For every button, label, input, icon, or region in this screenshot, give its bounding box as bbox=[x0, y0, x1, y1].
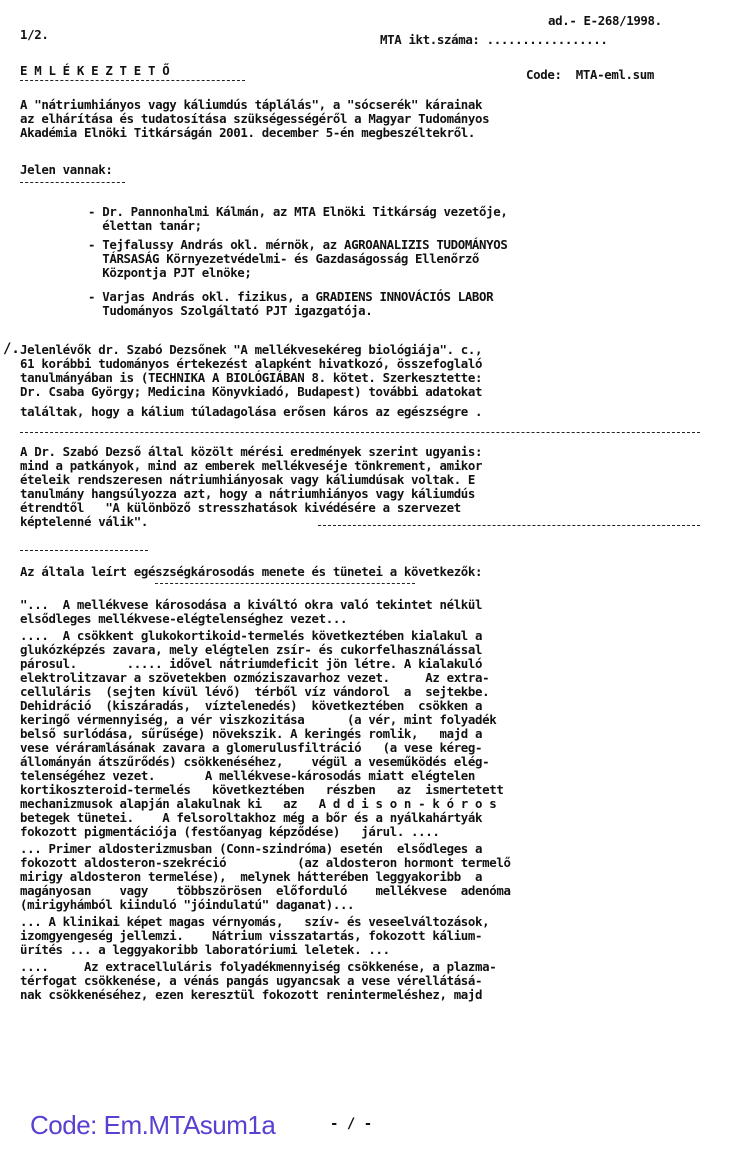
margin-mark: /. bbox=[3, 341, 20, 357]
body-line: .... A csökkent glukokortikoid-termelés következtében kialakul a bbox=[20, 628, 483, 643]
body-line: izomgyengeség jellemzi. Nátrium visszatartás, fokozott kálium- bbox=[20, 928, 483, 943]
body-line: magányosan vagy többszörösen előforduló mellékvese adenóma bbox=[20, 883, 511, 898]
document-title: E M L É K E Z T E T Ő bbox=[20, 63, 170, 78]
paragraph-line: étrendtől "A különböző stresszhatások kivédésére a szervezet bbox=[20, 500, 461, 515]
paragraph-line: találtak, hogy a kálium túladagolása erősen káros az egészségre . bbox=[20, 404, 483, 419]
paragraph-line: Dr. Csaba György; Medicina Könyvkiadó, Budapest) további adatokat bbox=[20, 384, 483, 399]
present-item: Tudományos Szolgáltató PJT igazgatója. bbox=[88, 303, 373, 318]
body-line: térfogat csökkenése, a vénás pangás ugyancsak a vese vérellátásá- bbox=[20, 973, 483, 988]
paragraph-line: Jelenlévők dr. Szabó Dezsőnek "A mellékvesekéreg biológiája". c., bbox=[20, 342, 483, 357]
body-line: állományán átszűrődés) csökkenéséhez, végül a veseműködés elég- bbox=[20, 754, 490, 769]
body-line: telenségéhez vezet. A mellékvese-károsodás miatt elégtelen bbox=[20, 768, 476, 783]
document-code: Code: MTA-eml.sum bbox=[526, 67, 654, 82]
handwritten-code: Code: Em.MTAsum1a bbox=[30, 1110, 276, 1140]
separator-rule bbox=[20, 550, 148, 551]
present-item: - Dr. Pannonhalmi Kálmán, az MTA Elnöki Titkárság vezetője, bbox=[88, 204, 508, 219]
separator-rule bbox=[318, 525, 700, 526]
registry-number: MTA ikt.száma: ................. bbox=[380, 32, 608, 47]
symptoms-heading: Az általa leírt egészségkárosodás menete és tünetei a következők: bbox=[20, 564, 483, 579]
present-item: - Varjas András okl. fizikus, a GRADIENS INNOVÁCIÓS LABOR bbox=[88, 289, 494, 304]
body-line: mirigy aldosteron termelése), melynek hátterében leggyakoribb a bbox=[20, 869, 483, 884]
body-line: párosul. ..... idővel nátriumdeficit jön létre. A kialakuló bbox=[20, 656, 483, 671]
body-line: belső surlódása, sűrűsége) növekszik. A keringés romlik, majd a bbox=[20, 726, 483, 741]
present-heading: Jelen vannak: bbox=[20, 162, 113, 177]
body-line: celluláris (sejten kívül lévő) térből víz vándorol a sejtekbe. bbox=[20, 684, 490, 699]
body-line: ürítés ... a leggyakoribb laboratóriumi leletek. ... bbox=[20, 942, 390, 957]
body-line: (mirigyhámból kiinduló "jóindulatú" daganat)... bbox=[20, 897, 355, 912]
paragraph-line: 61 korábbi tudományos értekezést alapként hivatkozó, összefoglaló bbox=[20, 356, 483, 371]
page-number: 1/2. bbox=[20, 27, 49, 42]
body-line: keringő vérmennyiség, a vér viszkozitása (a vér, mint folyadék bbox=[20, 712, 497, 727]
body-line: glukózképzés zavara, mely elégtelen zsír- és cukorfelhasználással bbox=[20, 642, 483, 657]
present-underline bbox=[20, 182, 125, 183]
body-line: fokozott pigmentációja (festőanyag képződése) járul. .... bbox=[20, 824, 440, 839]
present-item: - Tejfalussy András okl. mérnök, az AGROANALIZIS TUDOMÁNYOS bbox=[88, 237, 508, 252]
title-underline bbox=[20, 80, 245, 81]
symptoms-underline bbox=[155, 583, 415, 584]
body-line: mechanizmusok alapján alakulnak ki az A d d i s o n - k ó r o s bbox=[20, 796, 497, 811]
paragraph-line: tanulmány hangsúlyozza azt, hogy a nátriumhiányos vagy káliumdús bbox=[20, 486, 476, 501]
paragraph-line: ételeik rendszeresen nátriumhiányosak vagy káliumdúsak voltak. E bbox=[20, 472, 476, 487]
reference-number: ad.- E-268/1998. bbox=[548, 13, 662, 28]
body-line: ... A klinikai képet magas vérnyomás, szív- és veseelváltozások, bbox=[20, 914, 490, 929]
present-item: Központja PJT elnöke; bbox=[88, 265, 252, 280]
separator-rule bbox=[20, 432, 700, 433]
paragraph-line: tanulmányában is (TECHNIKA A BIOLÓGIÁBAN 8. kötet. Szerkesztette: bbox=[20, 370, 483, 385]
body-line: kortikoszteroid-termelés következtében részben az ismertetett bbox=[20, 782, 504, 797]
intro-line: Akadémia Elnöki Titkárságán 2001. december 5-én megbeszéltekről. bbox=[20, 125, 476, 140]
paragraph-line: képtelenné válik". bbox=[20, 514, 148, 529]
body-line: ... Primer aldosterizmusban (Conn-szindróma) esetén elsődleges a bbox=[20, 841, 483, 856]
intro-line: A "nátriumhiányos vagy káliumdús táplálás", a "sócserék" kárainak bbox=[20, 97, 483, 112]
body-line: betegek tünetei. A felsoroltakhoz még a bőr és a nyálkahártyák bbox=[20, 810, 483, 825]
body-line: vese véráramlásának zavara a glomerulusfiltráció (a vese kéreg- bbox=[20, 740, 483, 755]
body-line: fokozott aldosteron-szekréció (az aldosteron hormont termelő bbox=[20, 855, 511, 870]
footer-mark: - / - bbox=[330, 1116, 373, 1132]
body-line: .... Az extracelluláris folyadékmennyiség csökkenése, a plazma- bbox=[20, 959, 497, 974]
body-line: nak csökkenéséhez, ezen keresztül fokozott renintermeléshez, majd bbox=[20, 987, 483, 1002]
present-item: TÁRSASÁG Környezetvédelmi- és Gazdaságosság Ellenőrző bbox=[88, 251, 480, 266]
paragraph-line: A Dr. Szabó Dezső által közölt mérési eredmények szerint ugyanis: bbox=[20, 444, 483, 459]
body-line: elsődleges mellékvese-elégtelenséghez vezet... bbox=[20, 611, 348, 626]
body-line: elektrolitzavar a szövetekben ozmóziszavarhoz vezet. Az extra- bbox=[20, 670, 490, 685]
body-line: Dehidráció (kiszáradás, víztelenedés) következtében csökken a bbox=[20, 698, 483, 713]
paragraph-line: mind a patkányok, mind az emberek mellékveséje tönkrement, amikor bbox=[20, 458, 483, 473]
intro-line: az elhárítása és tudatosítása szükségességéről a Magyar Tudományos bbox=[20, 111, 490, 126]
present-item: élettan tanár; bbox=[88, 218, 202, 233]
body-line: "... A mellékvese károsodása a kiváltó okra való tekintet nélkül bbox=[20, 597, 483, 612]
